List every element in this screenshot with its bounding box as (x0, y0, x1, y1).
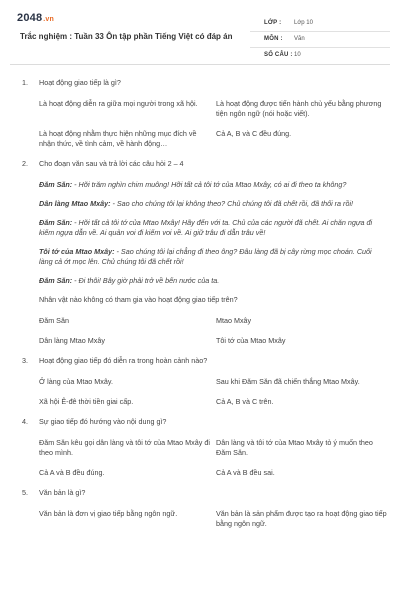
question (22, 488, 387, 529)
answer-options (39, 377, 378, 407)
question-number: 5. (22, 488, 28, 497)
meta-label: SỐ CÂU : (264, 52, 293, 58)
speaker-name: Đăm Săn: (39, 218, 73, 227)
speaker-name: Đăm Săn: (39, 180, 73, 189)
answer-option-b[interactable]: Sau khi Đăm Săn đã chiến thắng Mtao Mxây. (216, 377, 360, 386)
dialogue-line (39, 199, 378, 209)
question-heading (22, 78, 378, 88)
answer-option-a[interactable]: Văn bản là đơn vị giao tiếp bằng ngôn ngữ. (39, 509, 178, 518)
dialogue-line (39, 247, 378, 267)
document-title: Trắc nghiệm : Tuần 33 Ôn tập phần Tiếng Việt có đáp án (20, 32, 233, 41)
question-heading (22, 417, 378, 427)
question-text: Cho đoạn văn sau và trả lời các câu hỏi 2 – 4 (39, 159, 184, 168)
question-heading (22, 488, 378, 498)
answer-option-d[interactable]: Tôi tớ của Mtao Mxây (216, 336, 286, 345)
question-text: Hoạt động giao tiếp là gì? (39, 78, 121, 87)
answer-options (39, 316, 378, 346)
answer-option-d[interactable]: Cả A và B đều sai. (216, 468, 275, 477)
speech-text: - Hỡi trăm nghìn chim muông! Hỡi tất cả tôi tớ của Mtao Mxây, có ai đi theo ta không? (72, 180, 347, 189)
meta-row-subject (250, 32, 390, 48)
sub-question-text: Nhân vật nào không có tham gia vào hoạt động giao tiếp trên? (39, 295, 238, 304)
question (22, 159, 378, 346)
speech-text: - Hỡi tất cả tôi tớ của Mtao Mxây! Hãy đến với ta. Chủ của các người đã chết. Ai chăn ngựa đi kiếm ngựa dẫn về. Ai quản voi đi kiếm voi về. Ai giữ trâu đi dẫn trâu về! (39, 218, 373, 237)
question-number: 4. (22, 417, 28, 426)
dialogue-line (39, 180, 378, 190)
speech-text: - Sao cho chúng tôi lại không theo? Chủ chúng tôi đã chết rồi, đã thối ra rồi! (110, 199, 354, 208)
question-number: 2. (22, 159, 28, 168)
logo-suffix: .vn (43, 16, 54, 23)
document-header (10, 6, 390, 65)
answer-options (39, 99, 382, 149)
dialogue-line (39, 276, 378, 286)
meta-row-class (250, 16, 390, 32)
dialogue-passage (39, 180, 378, 286)
site-logo[interactable] (17, 12, 54, 24)
dialogue-line (39, 218, 378, 238)
answer-options (39, 509, 387, 529)
question (22, 356, 378, 407)
speech-text: - Sao chúng tôi lại chẳng đi theo ông? Đâu làng đã bị cây rừng mọc choán. Cuối làng cả ớt mọc lên. Chủ chúng tôi đã chết rồi! (39, 247, 372, 266)
answer-option-c[interactable]: Cả A và B đều đúng. (39, 468, 105, 477)
question (22, 78, 382, 149)
answer-option-c[interactable]: Là hoạt động nhằm thực hiện những mục đích về nhận thức, về tình cảm, về hành động… (39, 129, 197, 148)
answer-option-b[interactable]: Là hoạt động được tiến hành chủ yếu bằng phương tiện ngôn ngữ (nói hoặc viết). (216, 99, 382, 118)
meta-value: 10 (294, 52, 301, 58)
question-text: Văn bản là gì? (39, 488, 86, 497)
answer-option-a[interactable]: Ở làng của Mtao Mxây. (39, 377, 113, 386)
meta-value: Lớp 10 (294, 20, 313, 26)
answer-option-c[interactable]: Xã hội Ê-đê thời tiền giai cấp. (39, 397, 134, 406)
meta-label: MÔN : (264, 36, 283, 42)
answer-option-d[interactable]: Cả A, B và C trên. (216, 397, 274, 406)
question-text: Sự giao tiếp đó hướng vào nội dung gì? (39, 417, 167, 426)
answer-option-d[interactable]: Cả A, B và C đều đúng. (216, 129, 292, 138)
answer-option-b[interactable]: Mtao Mxây (216, 316, 252, 325)
question (22, 417, 378, 478)
logo-text: 2048 (17, 12, 43, 24)
answer-option-a[interactable]: Đăm Săn kêu gọi dân làng và tôi tớ của Mtao Mxây đi theo mình. (39, 438, 210, 457)
answer-options (39, 438, 378, 478)
answer-option-b[interactable]: Dân làng và tôi tớ của Mtao Mxây tỏ ý muốn theo Đăm Săn. (216, 438, 373, 457)
meta-row-question-count (250, 48, 390, 63)
answer-option-c[interactable]: Dân làng Mtao Mxây (39, 336, 105, 345)
question-list (22, 78, 387, 539)
speech-text: - Đi thôi! Bây giờ phải trở về bến nước của ta. (72, 276, 220, 285)
speaker-name: Đăm Săn: (39, 276, 73, 285)
meta-label: LỚP : (264, 20, 282, 26)
speaker-name: Dân làng Mtao Mxây: (39, 199, 111, 208)
answer-option-a[interactable]: Là hoạt động diễn ra giữa mọi người trong xã hội. (39, 99, 198, 108)
question-number: 1. (22, 78, 28, 87)
answer-option-b[interactable]: Văn bản là sản phẩm được tạo ra hoạt động giao tiếp bằng ngôn ngữ. (216, 509, 387, 528)
question-heading (22, 159, 378, 169)
meta-value: Văn (294, 36, 305, 42)
question-number: 3. (22, 356, 28, 365)
meta-info-box (250, 16, 390, 63)
speaker-name: Tôi tớ của Mtao Mxây: (39, 247, 115, 256)
question-heading (22, 356, 378, 366)
answer-option-a[interactable]: Đăm Săn (39, 316, 69, 325)
question-text: Hoạt động giao tiếp đó diễn ra trong hoàn cảnh nào? (39, 356, 208, 365)
